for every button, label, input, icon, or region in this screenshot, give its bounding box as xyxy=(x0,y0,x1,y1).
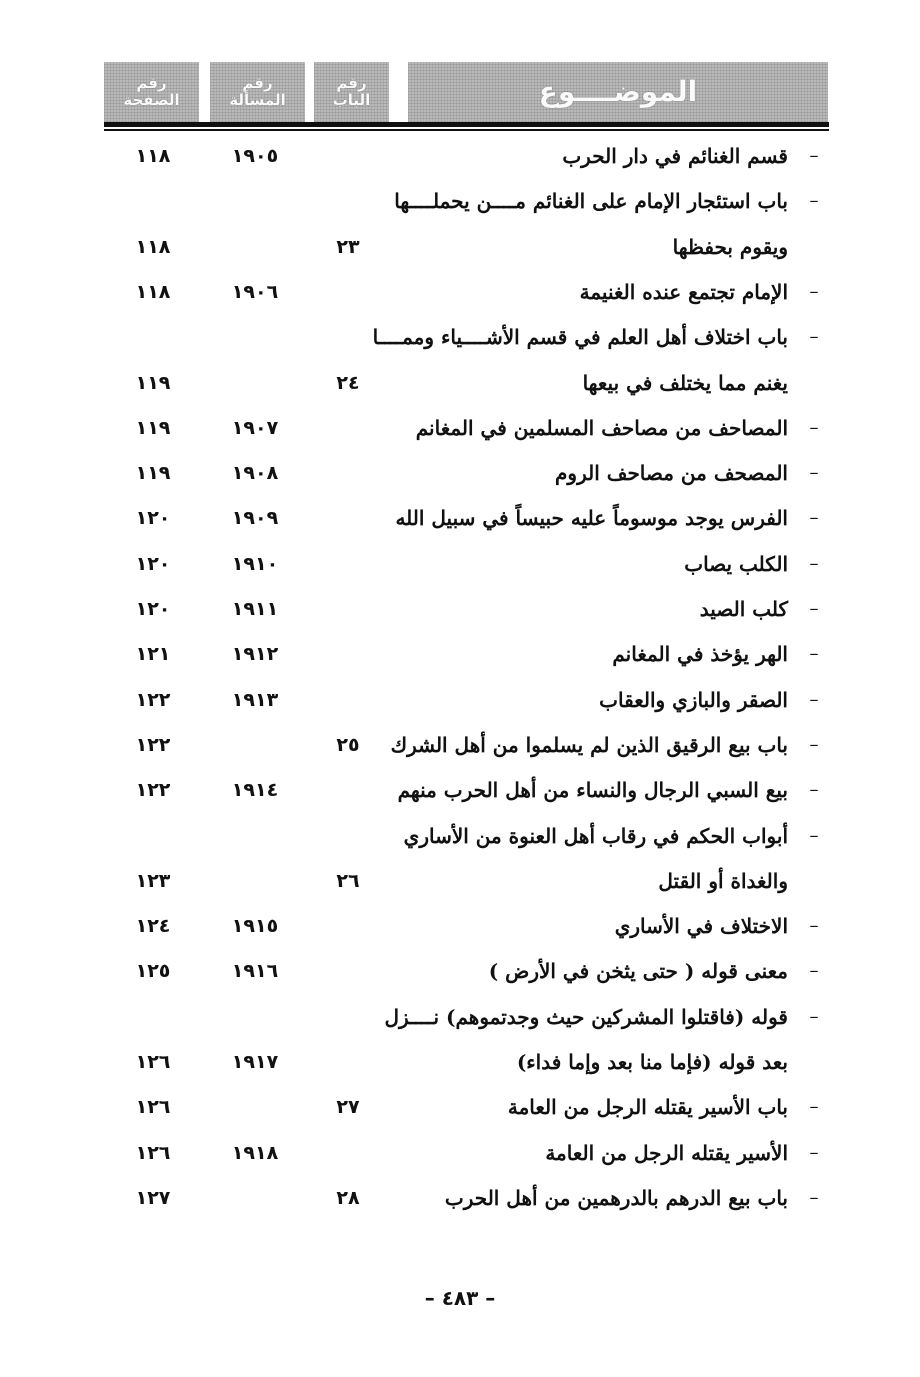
row-issue-number xyxy=(210,1178,300,1218)
row-issue-number xyxy=(210,1087,300,1127)
row-dash: – xyxy=(809,145,819,166)
contents-row xyxy=(0,680,920,720)
row-title: الأسير يقتله الرجل من العامة xyxy=(545,1141,788,1165)
contents-row xyxy=(0,725,920,765)
row-issue-number: ١٩١٠ xyxy=(231,553,279,575)
row-page-number: ١٢٢ xyxy=(135,734,171,756)
row-dash: – xyxy=(809,915,819,936)
row-chapter-number xyxy=(318,634,378,674)
row-chapter-number xyxy=(318,544,378,584)
row-issue-number: ١٩٠٥ xyxy=(231,145,279,167)
contents-row xyxy=(0,816,920,856)
row-chapter-number: ٢٣ xyxy=(336,236,360,258)
row-chapter-number xyxy=(318,272,378,312)
contents-row xyxy=(0,453,920,493)
row-page-number xyxy=(118,997,188,1037)
row-title: قوله (فاقتلوا المشركين حيث وجدتموهم) نــــزل xyxy=(384,1005,788,1029)
row-title: الإمام تجتمع عنده الغنيمة xyxy=(579,280,788,304)
row-dash xyxy=(803,861,825,901)
row-page-number: ١٢٦ xyxy=(135,1142,171,1164)
row-dash: – xyxy=(809,689,819,710)
row-issue-number xyxy=(210,363,300,403)
contents-row xyxy=(0,589,920,629)
row-title: قسم الغنائم في دار الحرب xyxy=(562,144,788,168)
row-issue-number xyxy=(210,861,300,901)
row-title: معنى قوله ( حتى يثخن في الأرض ) xyxy=(488,959,788,983)
row-chapter-number xyxy=(318,906,378,946)
contents-row xyxy=(0,498,920,538)
row-page-number: ١٢٠ xyxy=(135,507,171,529)
row-dash: – xyxy=(809,825,819,846)
row-page-number: ١١٩ xyxy=(135,462,171,484)
row-page-number: ١٢٢ xyxy=(135,689,171,711)
header-page-number-line2: الصفحة xyxy=(123,91,180,109)
row-dash: – xyxy=(809,553,819,574)
row-page-number: ١٢٥ xyxy=(135,960,171,982)
contents-row xyxy=(0,770,920,810)
contents-row xyxy=(0,136,920,176)
row-chapter-number xyxy=(318,951,378,991)
row-chapter-number xyxy=(318,680,378,720)
row-dash: – xyxy=(809,190,819,211)
row-page-number: ١٢٠ xyxy=(135,598,171,620)
row-page-number: ١١٩ xyxy=(135,417,171,439)
row-dash: – xyxy=(809,417,819,438)
row-dash: – xyxy=(809,326,819,347)
row-dash: – xyxy=(809,1187,819,1208)
row-issue-number: ١٩١٨ xyxy=(231,1142,279,1164)
row-dash xyxy=(803,1042,825,1082)
header-topic: الموضــــوع xyxy=(408,62,828,122)
row-title: باب بيع الدرهم بالدرهمين من أهل الحرب xyxy=(444,1186,788,1210)
row-dash: – xyxy=(809,507,819,528)
contents-row xyxy=(0,408,920,448)
row-chapter-number xyxy=(318,770,378,810)
contents-row xyxy=(0,363,920,403)
row-title: الفرس يوجد موسوماً عليه حبيساً في سبيل الله xyxy=(395,506,788,530)
row-title: الاختلاف في الأساري xyxy=(614,914,788,938)
row-issue-number xyxy=(210,725,300,765)
contents-row xyxy=(0,272,920,312)
row-title: والغداة أو القتل xyxy=(658,869,788,893)
row-issue-number: ١٩١٣ xyxy=(231,689,279,711)
row-chapter-number xyxy=(318,408,378,448)
header-issue-number xyxy=(210,62,305,122)
contents-row xyxy=(0,544,920,584)
row-page-number: ١٢٢ xyxy=(135,779,171,801)
row-title: الهر يؤخذ في المغانم xyxy=(612,642,788,666)
row-page-number: ١١٨ xyxy=(135,145,171,167)
row-chapter-number xyxy=(318,816,378,856)
row-page-number xyxy=(118,181,188,221)
row-issue-number xyxy=(210,816,300,856)
row-dash: – xyxy=(809,734,819,755)
header-issue-number-line1: رقم xyxy=(242,73,273,92)
row-title: بعد قوله (فإما منا بعد وإما فداء) xyxy=(516,1050,788,1074)
row-page-number: ١٢٠ xyxy=(135,553,171,575)
row-title: بيع السبي الرجال والنساء من أهل الحرب منهم xyxy=(397,778,788,802)
row-issue-number: ١٩١٧ xyxy=(231,1051,279,1073)
row-chapter-number xyxy=(318,317,378,357)
contents-row xyxy=(0,317,920,357)
row-chapter-number: ٢٥ xyxy=(336,734,360,756)
contents-row xyxy=(0,227,920,267)
row-title: باب استئجار الإمام على الغنائم مــــن يحملــــها xyxy=(394,189,788,213)
row-chapter-number: ٢٤ xyxy=(336,372,360,394)
row-chapter-number xyxy=(318,181,378,221)
row-title: المصحف من مصاحف الروم xyxy=(555,461,788,485)
contents-row xyxy=(0,634,920,674)
row-issue-number xyxy=(210,317,300,357)
row-dash xyxy=(803,227,825,267)
row-issue-number: ١٩١٦ xyxy=(231,960,279,982)
row-chapter-number xyxy=(318,136,378,176)
row-dash: – xyxy=(809,1006,819,1027)
row-page-number: ١٢١ xyxy=(135,643,171,665)
header-chapter-number xyxy=(314,62,389,122)
row-title: باب بيع الرقيق الذين لم يسلموا من أهل الشرك xyxy=(390,733,788,757)
row-issue-number xyxy=(210,181,300,221)
row-chapter-number: ٢٦ xyxy=(336,870,360,892)
header-page-number-line1: رقم xyxy=(136,73,167,92)
row-issue-number xyxy=(210,227,300,267)
row-page-number: ١٢٣ xyxy=(135,870,171,892)
row-dash: – xyxy=(809,598,819,619)
row-title: كلب الصيد xyxy=(699,597,788,621)
contents-row xyxy=(0,1087,920,1127)
row-title: باب الأسير يقتله الرجل من العامة xyxy=(507,1095,788,1119)
row-page-number xyxy=(118,816,188,856)
header-issue-number-line2: المسألة xyxy=(229,91,286,109)
row-chapter-number xyxy=(318,589,378,629)
row-issue-number xyxy=(210,997,300,1037)
contents-row xyxy=(0,1042,920,1082)
contents-row xyxy=(0,1133,920,1173)
row-title: ويقوم بحفظها xyxy=(672,235,788,259)
row-dash: – xyxy=(809,779,819,800)
row-title: المصاحف من مصاحف المسلمين في المغانم xyxy=(415,416,788,440)
row-chapter-number xyxy=(318,1133,378,1173)
header-chapter-number-line2: الباب xyxy=(332,91,371,109)
row-issue-number: ١٩١٢ xyxy=(231,643,279,665)
contents-row xyxy=(0,997,920,1037)
row-dash: – xyxy=(809,643,819,664)
row-page-number: ١١٨ xyxy=(135,281,171,303)
row-issue-number: ١٩٠٩ xyxy=(231,507,279,529)
row-title: الصقر والبازي والعقاب xyxy=(599,688,788,712)
row-dash: – xyxy=(809,1142,819,1163)
row-title: الكلب يصاب xyxy=(684,552,788,576)
row-dash xyxy=(803,363,825,403)
row-dash: – xyxy=(809,1096,819,1117)
header-page-number xyxy=(104,62,199,122)
row-chapter-number xyxy=(318,997,378,1037)
row-issue-number: ١٩٠٦ xyxy=(231,281,279,303)
row-page-number: ١٢٦ xyxy=(135,1051,171,1073)
row-title: أبواب الحكم في رقاب أهل العنوة من الأساري xyxy=(403,824,788,848)
row-issue-number: ١٩٠٨ xyxy=(231,462,279,484)
row-chapter-number xyxy=(318,498,378,538)
row-dash: – xyxy=(809,462,819,483)
row-title: باب اختلاف أهل العلم في قسم الأشــــياء وممــــا xyxy=(372,325,788,349)
row-chapter-number xyxy=(318,1042,378,1082)
header-chapter-number-line1: رقم xyxy=(336,73,367,92)
page-number-footer: – ٤٨٣ – xyxy=(424,1286,496,1310)
row-dash: – xyxy=(809,960,819,981)
row-issue-number: ١٩٠٧ xyxy=(231,417,279,439)
row-chapter-number xyxy=(318,453,378,493)
row-title: يغنم مما يختلف في بيعها xyxy=(582,371,788,395)
row-page-number: ١١٨ xyxy=(135,236,171,258)
contents-row xyxy=(0,1178,920,1218)
row-page-number: ١٢٤ xyxy=(135,915,171,937)
contents-row xyxy=(0,181,920,221)
row-issue-number: ١٩١٤ xyxy=(231,779,279,801)
row-dash: – xyxy=(809,281,819,302)
row-page-number: ١٢٦ xyxy=(135,1096,171,1118)
row-page-number xyxy=(118,317,188,357)
row-page-number: ١١٩ xyxy=(135,372,171,394)
header-rule-thin xyxy=(104,129,829,131)
contents-row xyxy=(0,861,920,901)
row-issue-number: ١٩١٥ xyxy=(231,915,279,937)
row-chapter-number: ٢٧ xyxy=(336,1096,360,1118)
contents-row xyxy=(0,906,920,946)
contents-row xyxy=(0,951,920,991)
row-page-number: ١٢٧ xyxy=(135,1187,171,1209)
row-issue-number: ١٩١١ xyxy=(231,598,279,620)
header-rule xyxy=(104,122,829,127)
row-chapter-number: ٢٨ xyxy=(336,1187,360,1209)
